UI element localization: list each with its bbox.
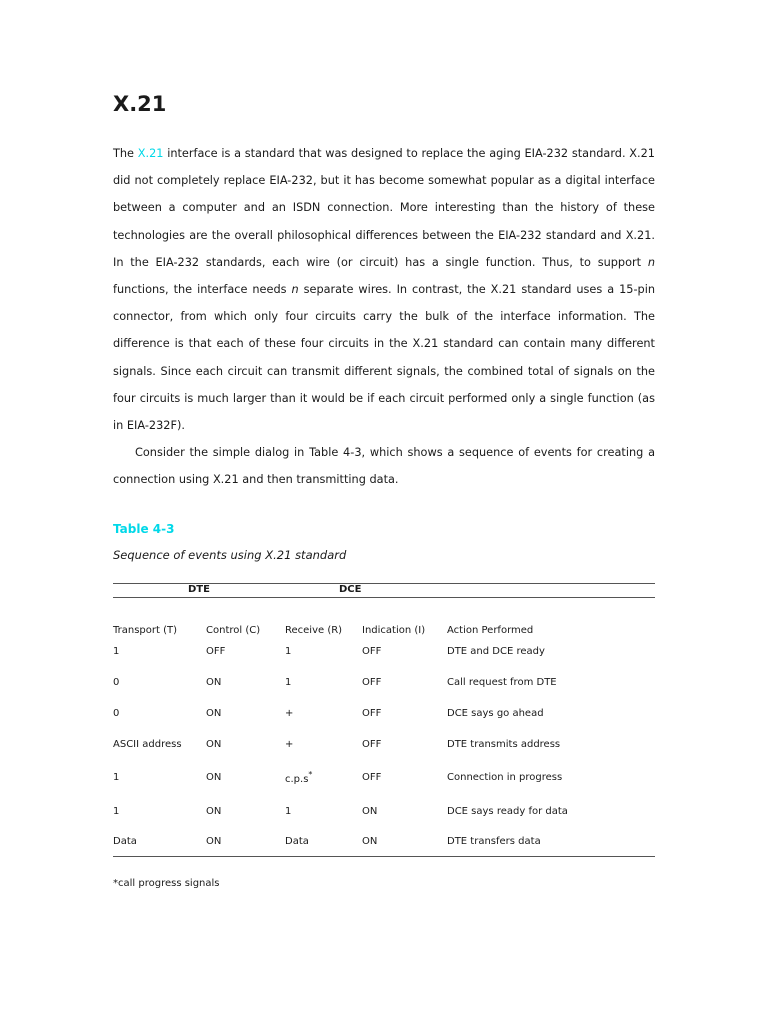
cell-transport: 1 — [113, 805, 120, 817]
table-caption: Sequence of events using X.21 standard — [113, 547, 347, 562]
cell-receive: 1 — [285, 676, 292, 688]
footnote-marker: * — [308, 770, 313, 780]
table-number: Table 4-3 — [113, 521, 175, 536]
page-title: X.21 — [113, 92, 167, 116]
col-header-transport: Transport (T) — [113, 624, 178, 636]
events-table — [113, 583, 655, 857]
cell-receive: + — [285, 738, 294, 750]
table-row — [113, 760, 655, 796]
col-header-action: Action Performed — [447, 624, 534, 636]
cell-indication: OFF — [362, 772, 382, 784]
cell-transport: 1 — [113, 645, 120, 657]
cell-action: DTE and DCE ready — [447, 645, 545, 657]
cell-transport: 1 — [113, 772, 120, 784]
cell-indication: OFF — [362, 676, 382, 688]
cell-indication: OFF — [362, 707, 382, 719]
cell-receive: + — [285, 707, 294, 719]
cell-action: DCE says go ahead — [447, 707, 544, 719]
dialog-paragraph: Consider the simple dialog in Table 4-3, which shows a sequence of events for creating a connection using X.21 and then transmitting data. — [113, 446, 655, 487]
cell-action: DTE transfers data — [447, 827, 655, 857]
cell-transport: Data — [113, 827, 206, 857]
table-row — [113, 729, 655, 760]
cell-receive — [285, 760, 362, 796]
paragraph-text: functions, the interface needs — [113, 283, 292, 297]
cell-control: ON — [206, 738, 222, 750]
cell-control: ON — [206, 772, 222, 784]
cell-control: ON — [206, 707, 222, 719]
col-header-indication: Indication (I) — [362, 624, 426, 636]
cell-transport: ASCII address — [113, 738, 182, 750]
table-group-header — [113, 583, 655, 597]
table-row — [113, 636, 655, 667]
italic-n: n — [291, 283, 299, 297]
document-page — [113, 90, 655, 891]
group-dte: DTE — [113, 583, 285, 597]
cell-control: ON — [206, 827, 285, 857]
table-footnote: *call progress signals — [113, 877, 220, 889]
intro-paragraph — [113, 140, 655, 439]
cell-receive: Data — [285, 827, 362, 857]
paragraph-text: separate wires. In contrast, the X.21 standard uses a 15-pin connector, from which only four circuits carry the bulk of the interface information. The difference is that each of these four circuits in the X.21 standard can contain many different signals. Since each circuit can transmit different signals, the combined total of signals on the four circuits is much larger than it would be if each circuit performed only a single function (as in EIA-232F). — [113, 283, 656, 433]
table-row — [113, 667, 655, 698]
cell-action: DCE says ready for data — [447, 805, 568, 817]
table-column-headers — [113, 597, 655, 636]
table-row — [113, 827, 655, 857]
cell-receive: 1 — [285, 805, 292, 817]
table-row — [113, 796, 655, 827]
group-dce: DCE — [285, 583, 655, 597]
paragraph-text: interface is a standard that was designed to replace the aging EIA-232 standard. X.21 did not completely replace EIA-232, but it has become somewhat popular as a digital interface between a computer and an ISDN connection. More interesting than the history of these technologies are the overall philosophical differences between the EIA-232 standard and X.21. In the EIA-232 standards, each wire (or circuit) has a single function. Thus, to support — [113, 147, 655, 269]
col-header-receive: Receive (R) — [285, 624, 343, 636]
cell-control: OFF — [206, 645, 226, 657]
cell-receive-text: c.p.s — [285, 774, 309, 786]
cell-transport: 0 — [113, 707, 120, 719]
cell-indication: ON — [362, 805, 378, 817]
cell-indication: OFF — [362, 738, 382, 750]
col-header-control: Control (C) — [206, 624, 261, 636]
cell-control: ON — [206, 805, 222, 817]
italic-n: n — [647, 255, 655, 269]
cell-transport: 0 — [113, 676, 120, 688]
cell-action: Call request from DTE — [447, 676, 557, 688]
table-row — [113, 698, 655, 729]
cell-indication: OFF — [362, 645, 382, 657]
cell-action: Connection in progress — [447, 772, 563, 784]
cell-action: DTE transmits address — [447, 738, 561, 750]
cell-indication: ON — [362, 827, 447, 857]
cell-control: ON — [206, 676, 222, 688]
paragraph-text: The — [113, 147, 138, 160]
x21-link[interactable]: X.21 — [137, 147, 164, 160]
cell-receive: 1 — [285, 645, 292, 657]
